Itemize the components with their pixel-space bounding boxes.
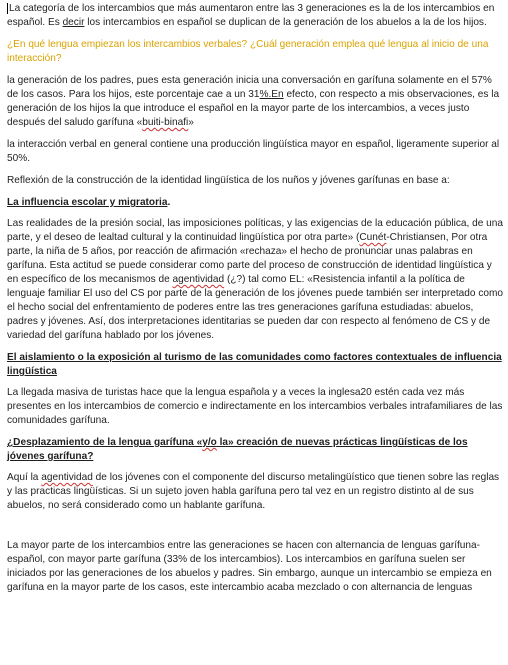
underlined-text: %.En xyxy=(259,89,284,100)
paragraph-mayor-parte: La mayor parte de los intercambios entre las generaciones se hacen con alternancia de lenguas garífuna-español, con mayor parte garífuna (33% de los intercambios). Los intercambios en garífuna suelen ser iniciados por las generaciones de los abuelos y padres. Sin embargo, aunque un intercambio se empieza en garífuna en la mayor parte de los casos, este intercambio acaba mezclado o con alternancia de lenguas xyxy=(7,540,492,593)
spellcheck-word: agentividad xyxy=(172,274,225,285)
heading-influencia-escolar: La influencia escolar y migratoria. xyxy=(7,197,171,208)
paragraph-realidades-presion: Las realidades de la presión social, las imposiciones políticas, y las exigencias de la educación pública, de una parte, y el deseo de lealtad cultural y la continuidad lingüística por otra parte» (Cunét-Christiansen, Por otra parte, la niña de 5 años, por reacción de afirmación «rechaza» el hecho de pronunciar unas palabras en garífuna. Esta actitud se puede considerar como parte del proceso de construcción de identidad lingüística y en específico de los mecanismos de agentividad (¿?) tal como EL: «Resistencia infantil a la política de lenguaje familiar El uso del CS por parte de la generación de los jóvenes puede también ser interpretado como el hecho social del enfrentamiento de poderes entre las tres generaciones garífuna estudiadas: abuelos, padres y jóvenes. Así, dos interpretaciones identitarias se pueden dar con respecto al fenómeno de CS y de variedad del garífuna hablado por los jóvenes. xyxy=(7,218,504,341)
paragraph-llegada-turistas: La llegada masiva de turistas hace que la lengua española y a veces la inglesa20 estén cada vez más presentes en los intercambios de comercio e indirectamente en los intercambios verbales intrafamiliares de las comunidades garífuna. xyxy=(7,387,503,426)
paragraph-interaccion-verbal: la interacción verbal en general contiene una producción lingüística mayor en español, ligeramente superior al 50%. xyxy=(7,139,500,164)
spellcheck-word: agentividad xyxy=(41,472,93,483)
spellcheck-word: buiti-binafi xyxy=(142,117,189,128)
paragraph-generacion-padres: la generación de los padres, pues esta generación inicia una conversación en garífuna solamente en el 57% de los casos. Para los hijos, este porcentaje cae a un 31%.En efecto, con respecto a mis observaciones, es la generación de los hijos la que introduce el español en la mayor parte de los intercambios, a veces justo después del saludo garífuna «buiti-binafi» xyxy=(7,75,500,128)
underlined-word: decir xyxy=(62,17,85,28)
paragraph-agentividad: Aquí la agentividad de los jóvenes con el componente del discurso metalingüístico que tienen sobre las reglas y las practicas lingüísticas. Si un sujeto joven habla garífuna pero tal vez en un registro distinto al de sus abuelos, no será considerado como un hablante garífuna. xyxy=(7,472,500,511)
blank-line xyxy=(7,521,503,539)
heading-desplazamiento: ¿Desplazamiento de la lengua garífuna «y/o la» creación de nuevas prácticas lingüísticas de los jóvenes garífuna? xyxy=(7,437,468,462)
spellcheck-word: Cunét xyxy=(359,232,387,243)
spellcheck-word: y/o xyxy=(202,437,217,448)
text-cursor xyxy=(7,3,8,14)
document-body[interactable] xyxy=(7,2,503,603)
heading-aislamiento-turismo: El aislamiento o la exposición al turismo de las comunidades como factores contextuales de influencia lingüística xyxy=(7,352,502,377)
paragraph-reflexion: Reflexión de la construcción de la identidad lingüística de los nuños y jóvenes garífunas en base a: xyxy=(7,175,450,186)
paragraph-intercambios-espanol: La categoría de los intercambios que más aumentaron entre las 3 generaciones es la de los intercambios en español. Es decir los intercambios en español se duplican de la generación de los abuelos a la de los hijos. xyxy=(7,3,495,28)
question-paragraph: ¿En qué lengua empiezan los intercambios verbales? ¿Cuál generación emplea qué lengua al inicio de una interacción? xyxy=(7,39,489,64)
